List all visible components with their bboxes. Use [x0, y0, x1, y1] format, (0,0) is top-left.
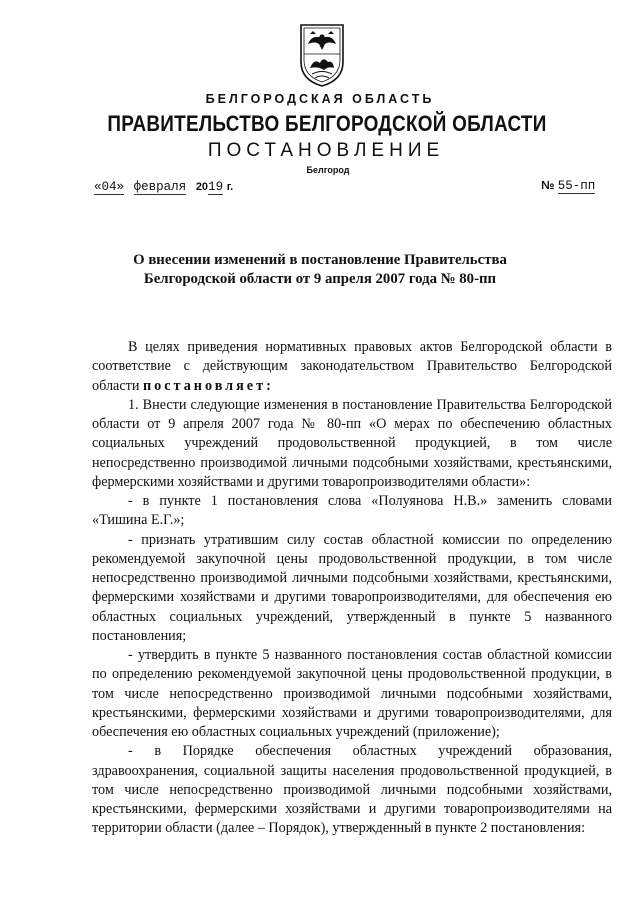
title-line-1: О внесении изменений в постановление Правительства — [133, 252, 507, 268]
document-number — [541, 178, 595, 193]
intro-text: В целях приведения нормативных правовых актов Белгородской области в соответствие с действующим законодательством Правительство Белгородской области — [92, 339, 612, 394]
intro-paragraph — [92, 338, 612, 396]
document-date — [94, 178, 233, 194]
item-1-paragraph: 1. Внести следующие изменения в постановление Правительства Белгородской области от 9 апреля 2007 года № 80-пп «О мерах по обеспечению областных социальных учреждений продовольственной продукцией, в том числе непосредственно производимой личными подсобными хозяйствами, крестьянскими, фермерскими хозяйствами и другими товаропроизводителями области»: — [92, 396, 612, 490]
date-open-quote: « — [94, 180, 102, 194]
bullet-1-paragraph: - в пункте 1 постановления слова «Полуянова Н.В.» заменить словами «Тишина Е.Г.»; — [92, 493, 612, 529]
date-year-suffix: 19 — [208, 180, 224, 194]
intro-verb: постановляет: — [142, 377, 274, 394]
city-name: Белгород — [306, 165, 350, 175]
government-title: ПРАВИТЕЛЬСТВО БЕЛГОРОДСКОЙ ОБЛАСТИ — [107, 111, 547, 136]
region-name: БЕЛГОРОДСКАЯ ОБЛАСТЬ — [205, 92, 435, 106]
date-month: февраля — [133, 180, 187, 194]
document-body — [92, 338, 612, 839]
document-title — [60, 251, 580, 289]
title-line-2: Белгородской области от 9 апреля 2007 года № 80-пп — [143, 271, 497, 287]
date-year-prefix: 20 — [195, 181, 209, 193]
coat-of-arms-emblem — [298, 22, 346, 88]
date-close-quote: » — [116, 180, 125, 194]
number-value: 55-пп — [557, 179, 596, 193]
date-day: 04 — [101, 180, 117, 194]
date-year-unit: г. — [226, 181, 234, 193]
bullet-3-paragraph: - утвердить в пункте 5 названного постановления состав областной комиссии по определению рекомендуемой закупочной цены продовольственной продукции, в том числе непосредственно производимой личными подсобными хозяйствами, крестьянскими, фермерскими хозяйствами и другими товаропроизводителями, для обеспечения ею областных социальных учреждений (приложение); — [92, 647, 612, 740]
number-label: № — [541, 178, 555, 192]
document-type: ПОСТАНОВЛЕНИЕ — [207, 140, 445, 161]
bullet-2-paragraph: - признать утратившим силу состав областной комиссии по определению рекомендуемой закупочной цены продовольственной продукции, в том числе непосредственно производимой личными подсобными хозяйствами, крестьянскими, фермерскими хозяйствами и другими товаропроизводителями, для обеспечения ею областных социальных учреждений, утвержденный в пункте 5 названного постановления; — [92, 531, 612, 644]
bullet-4-paragraph: - в Порядке обеспечения областных учреждений образования, здравоохранения, социальной защиты населения продовольственной продукцией, в том числе непосредственно производимой личными подсобными хозяйствами, крестьянскими, фермерскими хозяйствами и другими товаропроизводителями на территории области (далее – Порядок), утвержденный в пункте 2 постановления: — [92, 743, 612, 837]
